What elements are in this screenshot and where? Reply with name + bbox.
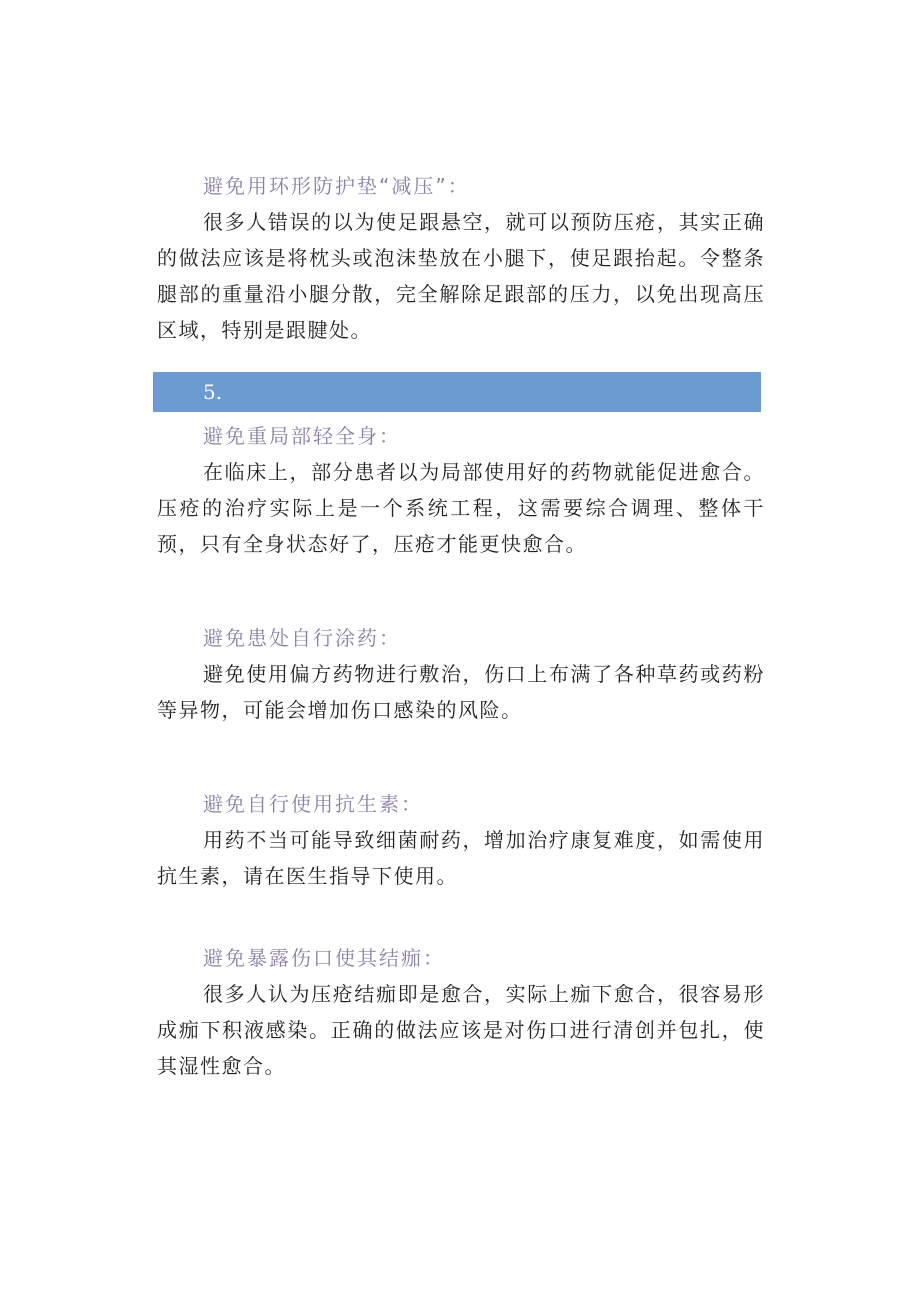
section-wound-scab	[157, 940, 765, 1084]
section-body: 用药不当可能导致细菌耐药，增加治疗康复难度，如需使用抗生素，请在医生指导下使用。	[157, 828, 765, 888]
section-body: 很多人认为压疮结痂即是愈合，实际上痂下愈合，很容易形成痂下积液感染。正确的做法应该是对伤口进行清创并包扎，使其湿性愈合。	[157, 982, 765, 1078]
section-body: 在临床上，部分患者以为局部使用好的药物就能促进愈合。压疮的治疗实际上是一个系统工程，这需要综合调理、整体干预，只有全身状态好了，压疮才能更快愈合。	[157, 460, 765, 556]
section-body: 避免使用偏方药物进行敷治，伤口上布满了各种草药或药粉等异物，可能会增加伤口感染的风险。	[157, 662, 765, 722]
section-local-vs-whole	[157, 418, 765, 562]
section-body: 很多人错误的以为使足跟悬空，就可以预防压疮，其实正确的做法应该是将枕头或泡沫垫放在小腿下，使足跟抬起。令整条腿部的重量沿小腿分散，完全解除足跟部的压力，以免出现高压区域，特别是跟腱处。	[157, 210, 765, 342]
section-heading: 避免重局部轻全身：	[203, 424, 401, 448]
banner-number: 5.	[203, 380, 223, 404]
section-antibiotics	[157, 786, 765, 894]
section-heading: 避免暴露伤口使其结痂：	[203, 946, 445, 970]
numbered-banner	[153, 372, 761, 412]
section-heading: 避免用环形防护垫“减压”：	[203, 174, 470, 198]
section-heading: 避免患处自行涂药：	[203, 626, 401, 650]
section-heading: 避免自行使用抗生素：	[203, 792, 423, 816]
section-ring-cushion	[157, 168, 765, 348]
section-self-medication	[157, 620, 765, 728]
